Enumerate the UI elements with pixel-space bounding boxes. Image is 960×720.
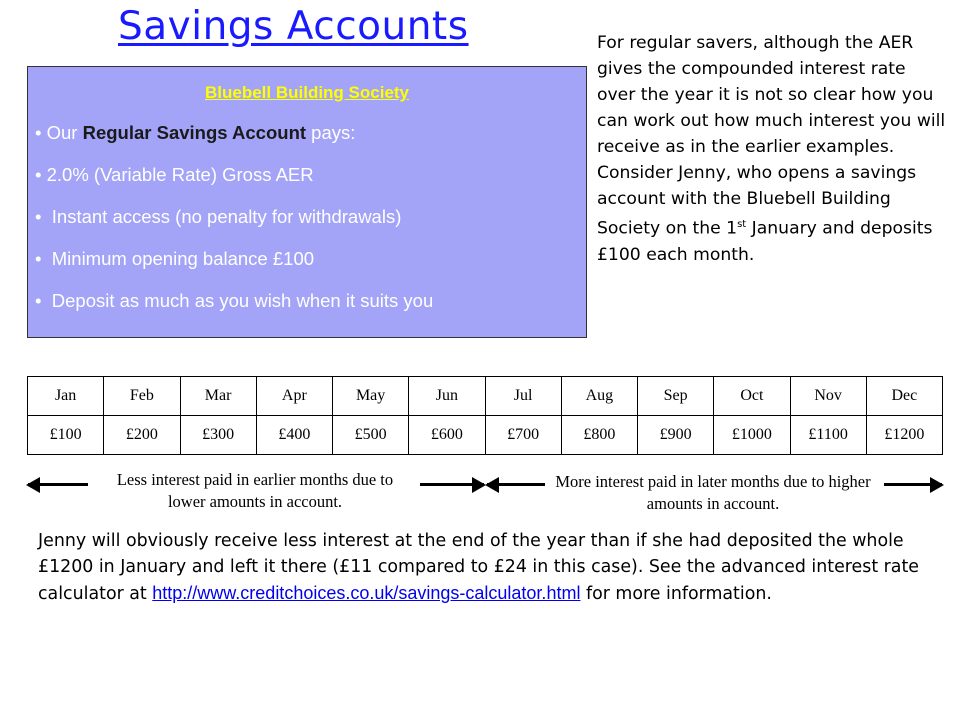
- month-cell: Apr: [256, 377, 332, 416]
- amount-cell: £700: [485, 416, 561, 455]
- monthly-balance-table: [27, 376, 943, 455]
- month-cell: Aug: [561, 377, 637, 416]
- calculator-link[interactable]: http://www.creditchoices.co.uk/savings-calculator.html: [152, 583, 581, 603]
- month-cell: Jan: [28, 377, 104, 416]
- amount-cell: £1000: [714, 416, 790, 455]
- month-cell: May: [333, 377, 409, 416]
- amount-cell: £400: [256, 416, 332, 455]
- amount-cell: £600: [409, 416, 485, 455]
- left-arrow-icon: [487, 477, 545, 493]
- amount-cell: £300: [180, 416, 256, 455]
- page-title: Savings Accounts: [118, 4, 469, 49]
- list-item: • Instant access (no penalty for withdrawals): [35, 206, 402, 227]
- amount-cell: £1200: [866, 416, 942, 455]
- right-arrow-icon: [420, 477, 484, 493]
- account-features-list: [35, 122, 433, 332]
- left-arrow-icon: [28, 477, 88, 493]
- month-cell: Sep: [638, 377, 714, 416]
- note-later-months: More interest paid in later months due to higher amounts in account.: [555, 472, 871, 513]
- month-cell: Mar: [180, 377, 256, 416]
- summary-paragraph: Jenny will obviously receive less interest at the end of the year than if she had deposited the whole £1200 in January and left it there (£11 compared to £24 in this case). See the advanced interest rate calculator at http://www.creditchoices.co.uk/savings-calculator.html for more information.: [38, 531, 919, 604]
- month-cell: Feb: [104, 377, 180, 416]
- month-cell: Oct: [714, 377, 790, 416]
- amount-cell: £800: [561, 416, 637, 455]
- bluebell-info-box: [27, 66, 587, 338]
- right-arrow-icon: [884, 477, 942, 493]
- note-earlier-months: Less interest paid in earlier months due to lower amounts in account.: [116, 470, 394, 511]
- list-item: • Deposit as much as you wish when it suits you: [35, 290, 434, 311]
- month-cell: Jul: [485, 377, 561, 416]
- amount-cell: £900: [638, 416, 714, 455]
- month-cell: Dec: [866, 377, 942, 416]
- amount-cell: £1100: [790, 416, 866, 455]
- list-item: • Our Regular Savings Account pays:: [35, 122, 356, 143]
- account-name: Regular Savings Account: [82, 122, 307, 143]
- amount-cell: £500: [333, 416, 409, 455]
- side-explanation: For regular savers, although the AER gives the compounded interest rate over the year it is not so clear how you can work out how much interest you will receive as in the earlier examples. Consider Jenny, who opens a savings account with the Bluebell Building Society on the 1st January and deposits £100 each month.: [597, 33, 946, 265]
- list-item: • Minimum opening balance £100: [35, 248, 315, 269]
- box-heading: Bluebell Building Society: [204, 83, 410, 102]
- month-cell: Nov: [790, 377, 866, 416]
- list-item: • 2.0% (Variable Rate) Gross AER: [35, 164, 314, 185]
- month-cell: Jun: [409, 377, 485, 416]
- amount-cell: £200: [104, 416, 180, 455]
- table-row-months: [28, 377, 943, 416]
- table-row-amounts: [28, 416, 943, 455]
- amount-cell: £100: [28, 416, 104, 455]
